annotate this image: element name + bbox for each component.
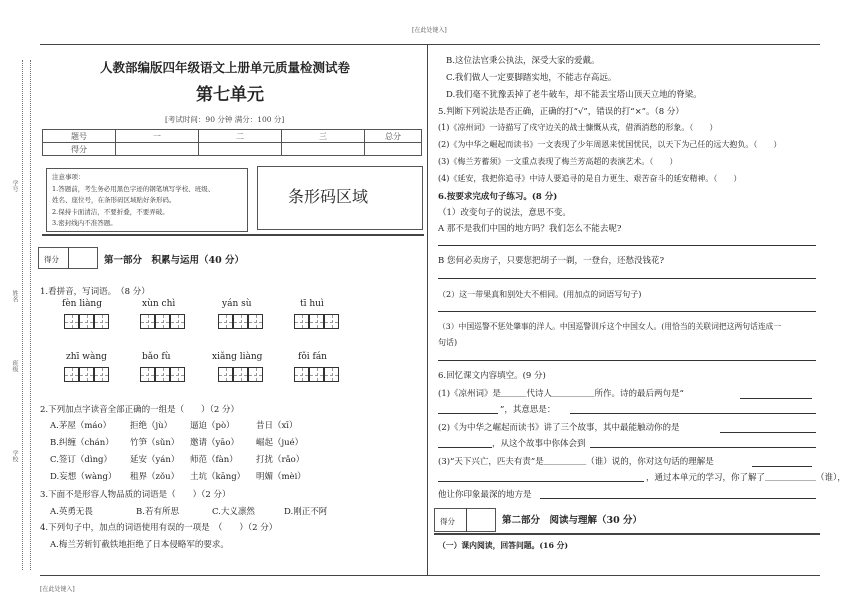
part1-heading: 第一部分 积累与运用（40 分） [104,255,245,266]
writing-grid[interactable] [324,314,339,329]
score-cell: 一 [116,130,199,143]
q2-option: 邀请（yāo） [190,438,239,448]
score-table [42,129,422,156]
pinyin: fǒi fán [298,352,327,362]
writing-grid[interactable] [218,367,233,382]
q7-line: ”，其意思是： [500,405,556,415]
answer-line[interactable] [438,413,498,414]
q6-sub: （3）中国巡警不惩处肇事的洋人。中国巡警训斥这个中国女人。(用恰当的关联词把这两句话连成一 [438,322,782,331]
side-label-class: 班级 [11,360,18,372]
q2-option: 明媚（mèi） [256,472,306,482]
notice-title: 注意事项： [52,173,85,181]
q6-sub: 句话) [438,338,458,347]
score-label: 得分 [440,517,455,526]
pinyin: tī huì [300,299,324,309]
pinyin: fèn liàng [62,299,102,309]
q2-option: 竹笋（sǔn） [130,438,180,448]
answer-line[interactable] [720,432,816,433]
q3-prompt: 3.下面不是形容人物品质的词语是（ ）（2 分） [40,490,231,500]
q4-prompt: 4.下列句子中，加点的词语使用有误的一项是 （ ）（2 分） [40,523,278,533]
pinyin: xiǎng liàng [212,352,263,362]
writing-grid[interactable] [155,314,170,329]
q5-item: (4)《延安，我把你追寻》中诗人要追寻的是自力更生、艰苦奋斗的延安精神。（ ） [438,174,742,183]
q6-sentence: B 您何必卖房子，只要您把胡子一剃，一登台，还愁没钱花? [438,256,665,266]
writing-grid[interactable] [79,314,94,329]
writing-grid[interactable] [324,367,339,382]
q2-option: 昔日（xī） [256,421,298,431]
reading-section-heading: （一）课内阅读，回答问题。(16 分) [438,541,569,550]
q6-sentence: A 那不是我们中国的地方吗？我们怎么不能去呢? [438,224,622,234]
q7-line: (2)《为中华之崛起而读书》讲了三个故事，其中最能触动你的是 [438,423,680,433]
q3-option: D.刚正不阿 [284,507,328,517]
exam-info: [考试时间：90 分钟 满分：100 分] [165,115,285,124]
pinyin: zhī wàng [66,352,107,362]
answer-line[interactable] [438,447,492,448]
top-rule [40,44,820,45]
q5-item: (3)《梅兰芳蓄须》一文重点表现了梅兰芳高超的表演艺术。（ ） [438,157,678,166]
answer-line[interactable] [438,311,816,312]
pinyin: xùn chì [142,299,176,309]
header-note: [在此处键入] [412,27,447,34]
writing-grid[interactable] [140,314,155,329]
notice-line: 姓名、座位号，在条形码区域贴好条形码。 [52,196,176,204]
q7-line: 他让你印象最深的地方是 [438,490,532,500]
writing-grid[interactable] [248,367,263,382]
notice-line: 1.答题前，考生务必用黑色字迹的钢笔填写学校、班级、 [52,184,215,193]
answer-line[interactable] [540,498,816,499]
q1-prompt: 1.看拼音，写词语。 （8 分） [40,287,150,297]
q7-line: (3)“天下兴亡，匹夫有责”是＿＿＿＿＿（谁）说的，你对这句话的理解是 [438,457,714,467]
q2-option: D.妄想（wàng） [50,472,117,482]
writing-grid[interactable] [64,367,79,382]
answer-line[interactable] [590,447,816,448]
writing-grid[interactable] [79,367,94,382]
q2-option: 土坑（kāng） [190,472,246,482]
q7-line: ，从这个故事中你体会到 [492,439,586,449]
writing-grid[interactable] [248,314,263,329]
q7-line: (1)《凉州词》是＿＿＿代诗人＿＿＿＿＿所作。诗的最后两句是“ [438,389,684,399]
q7-line: ，通过本单元的学习，你了解了＿＿＿＿＿＿（谁）， [646,473,846,483]
score-cell: 三 [282,130,365,143]
q4-option: B.这位法官秉公执法，深受大家的爱戴。 [446,56,600,66]
q4-option: C.我们做人一定要脚踏实地，不能志存高远。 [446,73,617,83]
writing-grid[interactable] [64,314,79,329]
writing-grid[interactable] [140,367,155,382]
score-input[interactable] [116,143,199,156]
q2-prompt: 2.下列加点字读音全部正确的一组是（ ）（2 分） [40,405,239,415]
barcode-label: 条形码区域 [288,187,369,206]
score-cell: 二 [199,130,282,143]
score-cell: 得分 [43,143,116,156]
answer-line[interactable] [752,466,812,467]
writing-grid[interactable] [309,367,324,382]
score-box-divider [68,247,69,269]
pinyin: bǎo fù [142,352,171,362]
q3-option: B.若有所思 [136,507,179,517]
q6-sub: （1）改变句子的说法，意思不变。 [438,208,571,218]
writing-grid[interactable] [309,314,324,329]
q2-option: 拒绝（jù） [130,421,173,431]
footer-note: [在此处键入] [40,586,75,593]
q5-prompt: 5.判断下列说法是否正确，正确的打“√”，错误的打“×”。（8 分） [438,107,684,117]
q5-item: (1)《凉州词》一诗描写了戍守边关的战士慷慨从戎，借酒消愁的形象。（ ） [438,123,718,132]
score-input[interactable] [199,143,282,156]
q3-option: C.大义凛然 [212,507,255,517]
writing-grid[interactable] [294,314,309,329]
writing-grid[interactable] [94,367,109,382]
q2-option: A.茅屋（máo） [50,421,112,431]
writing-grid[interactable] [233,367,248,382]
pinyin: yán sù [222,299,252,309]
q4-option: D.我们毫不犹豫丢掉了老牛破车，却不能丢宝塔山顶天立地的脊梁。 [446,90,702,100]
exam-title: 人教部编版四年级语文上册单元质量检测试卷 [100,60,351,75]
q2-option: 打扰（rǎo） [256,455,305,465]
q2-option: B.纠缠（chán） [50,438,114,448]
answer-line[interactable] [438,481,644,482]
writing-grid[interactable] [170,314,185,329]
q6-sub: （2）这一带果真和别处大不相同。(用加点的词语写句子) [438,290,642,299]
score-box-divider [466,508,467,532]
q2-option: C.签订（dìng） [50,455,112,465]
score-input[interactable] [282,143,365,156]
answer-line[interactable] [438,245,816,246]
q2-option: 租界（zǒu） [130,472,180,482]
notice-line: 2.保持卡面清洁，不要折叠，不要弄破。 [52,207,169,216]
score-cell: 总分 [365,130,422,143]
q2-option: 逼迫（pò） [190,421,235,431]
notice-line: 3.密封线内不准答题。 [52,219,117,227]
answer-line[interactable] [438,278,816,279]
answer-line[interactable] [438,360,816,361]
q4-option: A.梅兰芳斩钉截铁地拒绝了日本侵略军的要求。 [50,540,229,550]
q3-option: A.英勇无畏 [50,507,93,517]
writing-grid[interactable] [294,367,309,382]
notice [52,172,214,230]
answer-line[interactable] [740,398,812,399]
header-separator [42,234,424,236]
writing-grid[interactable] [170,367,185,382]
q2-option: 崛起（jué） [256,438,304,448]
score-input[interactable] [365,143,422,156]
answer-line[interactable] [570,413,816,414]
score-label: 得分 [44,255,59,264]
q2-option: 师范（fàn） [190,455,238,465]
part2-heading: 第二部分 阅读与理解（30 分） [502,515,643,526]
binding-line [22,60,23,570]
writing-grid[interactable] [155,367,170,382]
writing-grid[interactable] [233,314,248,329]
q7-prompt: 6.回忆课文内容填空。(9 分) [438,371,546,381]
column-divider [427,44,428,575]
bottom-rule [40,575,820,576]
q6-prompt: 6.按要求完成句子练习。(8 分) [438,192,558,202]
unit-title: 第七单元 [196,85,264,105]
q2-option: 延安（yán） [130,455,180,465]
writing-grid[interactable] [94,314,109,329]
binding-line-inner [30,60,31,570]
part2-separator [434,533,820,535]
side-label-number: 学号 [11,180,18,192]
side-label-school: 学校 [11,450,18,462]
side-label-name: 姓名 [11,290,18,302]
score-cell: 题号 [43,130,116,143]
writing-grid[interactable] [218,314,233,329]
q5-item: (2)《为中华之崛起而读书》一文表现了少年周恩来忧国忧民，以天下为己任的远大抱负。（ ） [438,140,782,149]
